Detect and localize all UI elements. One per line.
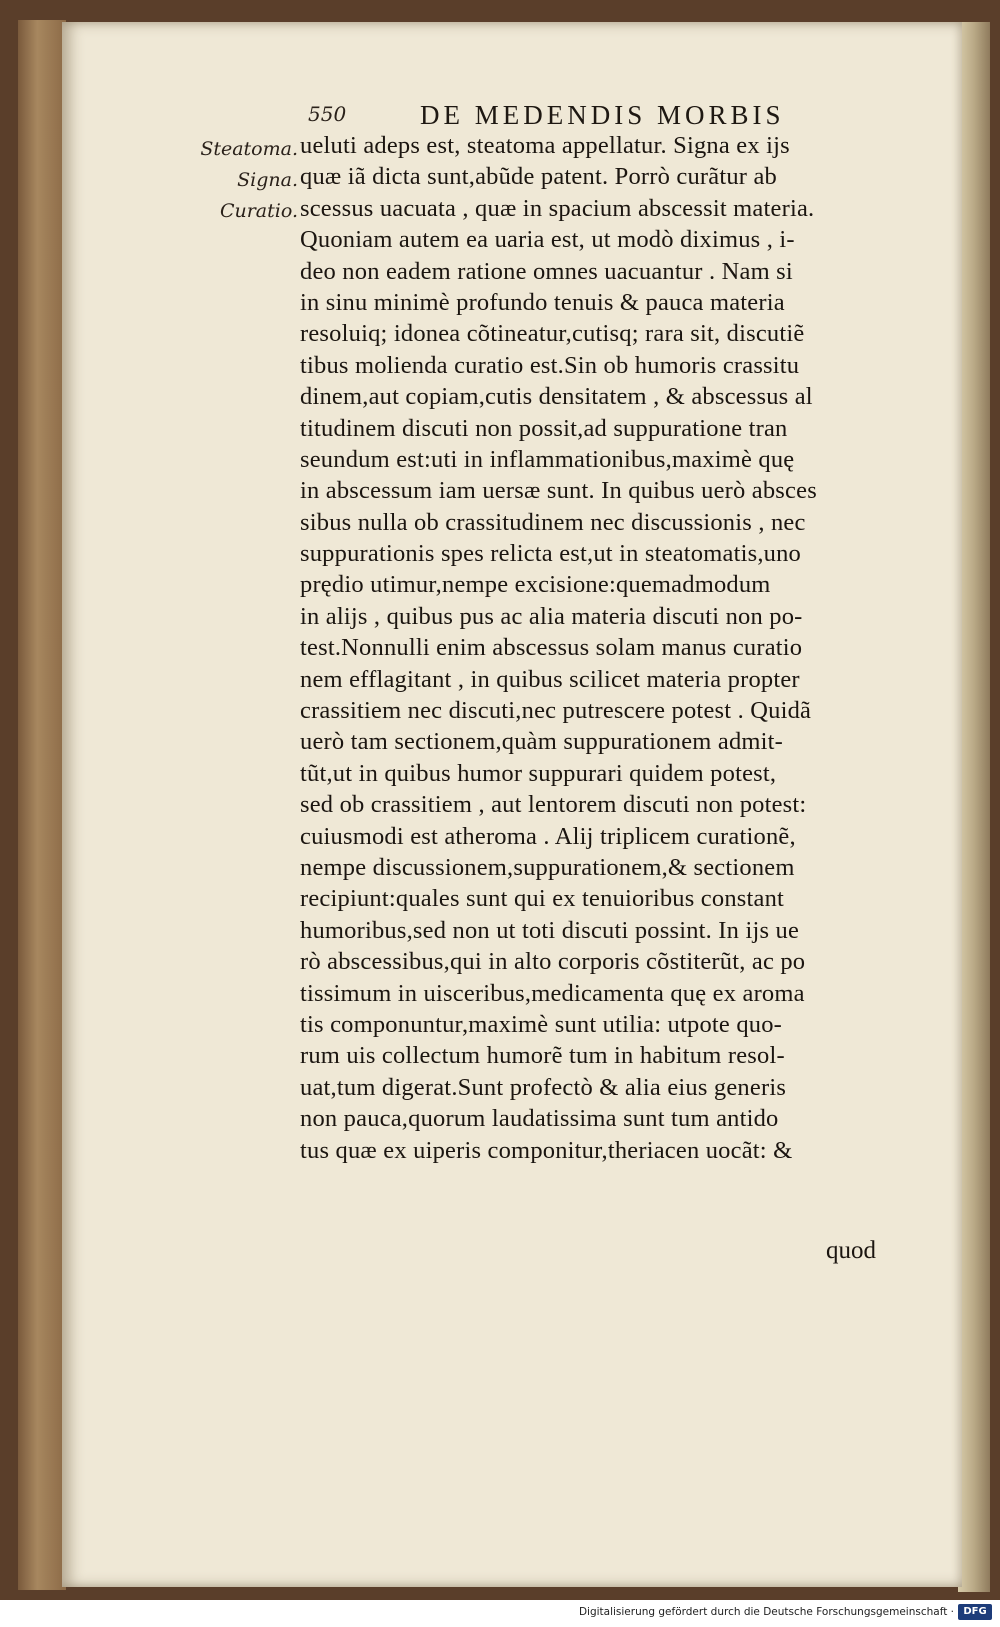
dfg-logo-icon: DFG bbox=[958, 1604, 992, 1620]
text-line: rum uis collectum humorẽ tum in habitum resol- bbox=[300, 1042, 785, 1070]
text-line: ueluti adeps est, steatoma appellatur. Signa ex ijs bbox=[300, 132, 790, 159]
text-line: tissimum in uisceribus,medicamenta quę ex aroma bbox=[300, 979, 805, 1007]
text-line: sed ob crassitiem , aut lentorem discuti non potest: bbox=[300, 791, 807, 819]
text-line: cuiusmodi est atheroma . Alij triplicem curationẽ, bbox=[300, 822, 796, 850]
text-line: seundum est:uti in inflammationibus,maximè quę bbox=[300, 445, 795, 473]
text-line: crassitiem nec discuti,nec putrescere potest . Quidã bbox=[300, 697, 812, 725]
text-line: in sinu minimè profundo tenuis & pauca materia bbox=[300, 288, 785, 316]
margin-note-steatoma: Steatoma. bbox=[200, 138, 298, 160]
text-line: Quoniam autem ea uaria est, ut modò diximus , i- bbox=[300, 226, 795, 254]
body-text bbox=[300, 130, 912, 1166]
text-line: nempe discussionem,suppurationem,& sectionem bbox=[300, 853, 795, 881]
text-line: titudinem discuti non possit,ad suppuratione tran bbox=[300, 414, 788, 442]
text-line: dinem,aut copiam,cutis densitatem , & abscessus al bbox=[300, 383, 813, 411]
catchword: quod bbox=[826, 1237, 876, 1264]
text-line: resoluiq; idonea cõtineatur,cutisq; rara sit, discutiẽ bbox=[300, 320, 805, 348]
page-number: 550 bbox=[308, 102, 347, 126]
text-line: rò abscessibus,qui in alto corporis cõstiterũt, ac po bbox=[300, 948, 806, 976]
text-line: uat,tum digerat.Sunt profectò & alia eius generis bbox=[300, 1073, 787, 1101]
text-line: in alijs , quibus pus ac alia materia discuti non po- bbox=[300, 602, 803, 630]
margin-note-signa: Signa. bbox=[237, 169, 298, 191]
margin-note-curatio: Curatio. bbox=[219, 200, 298, 222]
text-line: uerò tam sectionem,quàm suppurationem admit- bbox=[300, 728, 784, 756]
margin-notes bbox=[168, 134, 298, 227]
text-line: recipiunt:quales sunt qui ex tenuioribus constant bbox=[300, 885, 785, 913]
text-line: tibus molienda curatio est.Sin ob humoris crassitu bbox=[300, 351, 800, 379]
text-line: sibus nulla ob crassitudinem nec discussionis , nec bbox=[300, 508, 806, 536]
text-line: in abscessum iam uersæ sunt. In quibus uerò absces bbox=[300, 477, 817, 505]
text-line: deo non eadem ratione omnes uacuantur . Nam si bbox=[300, 257, 793, 285]
book-spine-edge bbox=[18, 20, 66, 1590]
text-line: prędio utimur,nempe excisione:quemadmodum bbox=[300, 571, 771, 599]
running-head: DE MEDENDIS MORBIS bbox=[420, 100, 785, 130]
text-line: test.Nonnulli enim abscessus solam manus curatio bbox=[300, 634, 803, 662]
text-line: tũt,ut in quibus humor suppurari quidem potest, bbox=[300, 759, 777, 787]
footer-credit: Digitalisierung gefördert durch die Deutsche Forschungsgemeinschaft · bbox=[578, 1606, 954, 1618]
text-line: tis componuntur,maximè sunt utilia: utpote quo- bbox=[300, 1010, 783, 1038]
book-fore-edge bbox=[958, 22, 990, 1592]
text-line: non pauca,quorum laudatissima sunt tum antido bbox=[300, 1105, 779, 1133]
text-line: scessus uacuata , quæ in spacium abscessit materia. bbox=[300, 194, 815, 222]
text-line: quæ iã dicta sunt,abũde patent. Porrò curãtur ab bbox=[300, 163, 778, 191]
text-line: tus quæ ex uiperis componitur,theriacen uocãt: & bbox=[300, 1136, 793, 1164]
text-line: suppurationis spes relicta est,ut in steatomatis,uno bbox=[300, 540, 801, 568]
text-line: humoribus,sed non ut toti discuti possint. In ijs ue bbox=[300, 916, 800, 944]
text-line: nem efflagitant , in quibus scilicet materia propter bbox=[300, 665, 800, 693]
